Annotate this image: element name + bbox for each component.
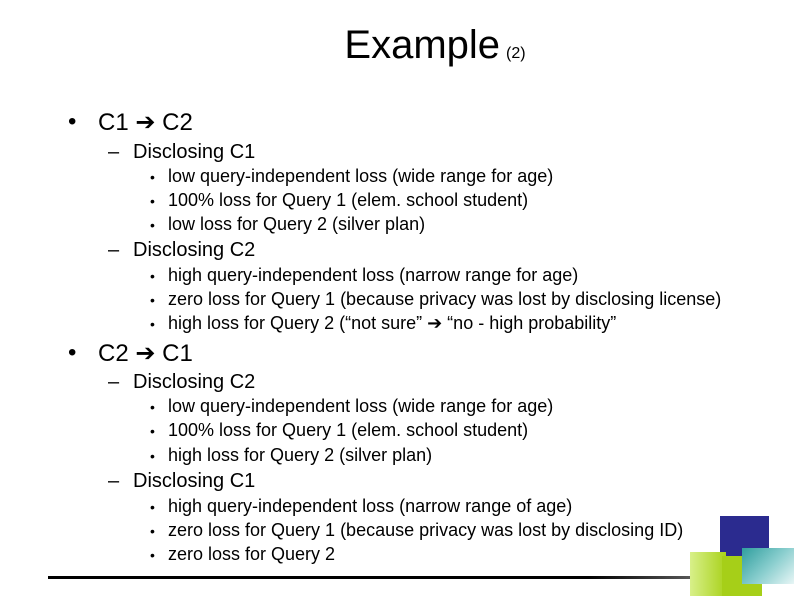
detail-text: 100% loss for Query 1 (elem. school student): [168, 190, 529, 210]
detail-text: zero loss for Query 1 (because privacy was lost by disclosing license): [168, 289, 722, 309]
decor-green-square: [690, 552, 726, 596]
dot-marker: •: [150, 547, 155, 563]
dot-marker: •: [150, 448, 155, 464]
detail-text: high query-independent loss (narrow range of age): [168, 496, 573, 516]
sub-bullet-text: Disclosing C2: [133, 371, 256, 393]
bullet-text: C1 ➔ C2: [98, 109, 193, 136]
dot-marker: •: [150, 292, 155, 308]
title-text: Example: [344, 23, 501, 67]
dash-marker: –: [108, 141, 120, 163]
detail-text: high loss for Query 2 (silver plan): [168, 445, 433, 465]
detail-text: low query-independent loss (wide range for age): [168, 396, 554, 416]
dot-marker: •: [150, 499, 155, 515]
dot-marker: •: [150, 523, 155, 539]
slide-title: [0, 18, 800, 81]
detail-text: high query-independent loss (narrow range for age): [168, 265, 579, 285]
dot-marker: •: [150, 399, 155, 415]
dot-marker: •: [150, 169, 155, 185]
footer-rule: [48, 576, 768, 579]
dash-marker: –: [108, 239, 120, 261]
dot-marker: •: [150, 217, 155, 233]
title-suffix: (2): [506, 45, 526, 62]
dot-marker: •: [150, 193, 155, 209]
detail-text: high loss for Query 2 (“not sure” ➔ “no - high probability”: [168, 313, 617, 333]
detail-text: zero loss for Query 1 (because privacy was lost by disclosing ID): [168, 520, 684, 540]
bullet-text: C2 ➔ C1: [98, 340, 193, 367]
sub-bullet-text: Disclosing C2: [133, 239, 256, 261]
detail-text: 100% loss for Query 1 (elem. school student): [168, 420, 529, 440]
bullet-marker: •: [68, 339, 77, 366]
bullet-marker: •: [68, 108, 77, 135]
decor-teal-square: [742, 548, 794, 584]
dot-marker: •: [150, 316, 155, 332]
detail-text: low loss for Query 2 (silver plan): [168, 214, 426, 234]
dot-marker: •: [150, 268, 155, 284]
detail-text: zero loss for Query 2: [168, 544, 336, 564]
sub-bullet-text: Disclosing C1: [133, 470, 256, 492]
dash-marker: –: [108, 371, 120, 393]
dot-marker: •: [150, 423, 155, 439]
detail-text: low query-independent loss (wide range for age): [168, 166, 554, 186]
sub-bullet-text: Disclosing C1: [133, 141, 256, 163]
dash-marker: –: [108, 470, 120, 492]
